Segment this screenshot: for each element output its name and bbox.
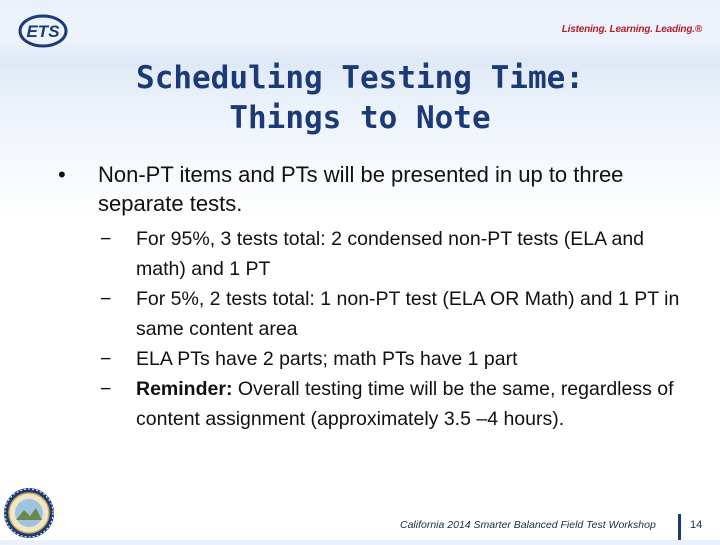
slide-title-line1: Scheduling Testing Time: — [136, 60, 584, 96]
header-bar — [0, 0, 720, 62]
dash-marker: − — [100, 288, 112, 310]
footer-divider — [678, 514, 681, 540]
footer-workshop-title: California 2014 Smarter Balanced Field Test Workshop — [400, 519, 656, 531]
bullet-text: Non-PT items and PTs will be presented in up to three separate tests. — [98, 162, 624, 216]
slide-title-line2: Things to Note — [229, 100, 491, 136]
reminder-text: Overall testing time will be the same, regardless of content assignment (approximately 3.5 –4 hours). — [136, 378, 674, 430]
sub-bullet-text: For 95%, 3 tests total: 2 condensed non-PT tests (ELA and math) and 1 PT — [136, 228, 645, 280]
sub-bullet-text: ELA PTs have 2 parts; math PTs have 1 part — [136, 348, 518, 370]
ets-logo — [18, 14, 68, 48]
sub-bullet-text — [136, 374, 696, 434]
dash-marker: − — [100, 378, 112, 400]
tagline: Listening. Learning. Leading.® — [561, 24, 702, 35]
reminder-label: Reminder: — [136, 378, 233, 400]
ets-logo-text: ETS — [26, 22, 60, 41]
dash-marker: − — [100, 228, 112, 250]
slide-title — [60, 58, 660, 138]
dash-marker: − — [100, 348, 112, 370]
california-seal-logo — [2, 486, 56, 540]
sub-bullet-text: For 5%, 2 tests total: 1 non-PT test (ELA OR Math) and 1 PT in same content area — [136, 288, 680, 340]
page-number: 14 — [690, 519, 703, 531]
bullet-marker: • — [58, 162, 66, 187]
